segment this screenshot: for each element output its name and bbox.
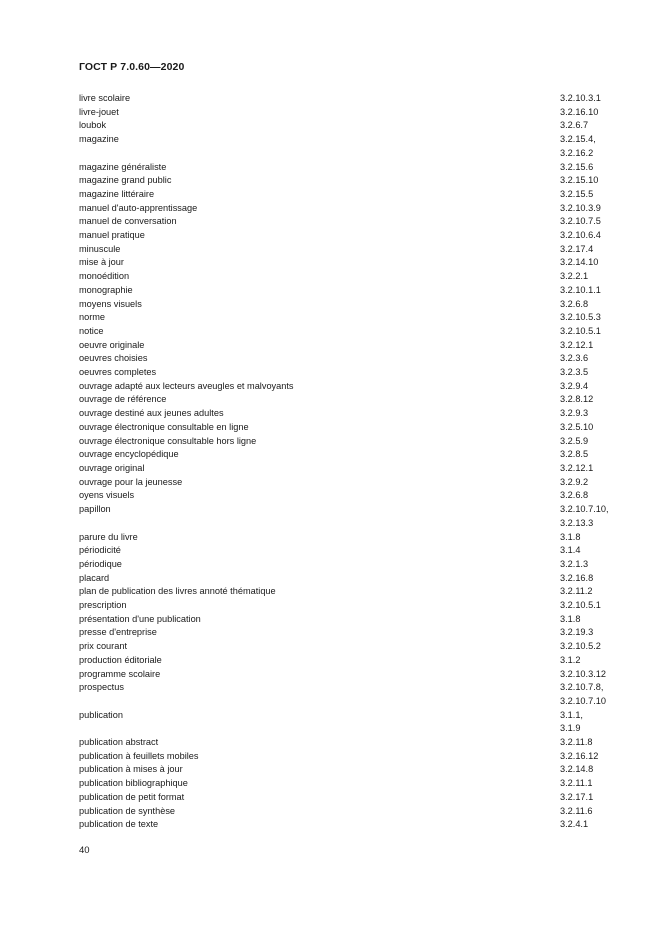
index-entry bbox=[79, 489, 619, 503]
index-refs bbox=[560, 777, 619, 791]
index-term: ouvrage électronique consultable en ligne bbox=[79, 421, 249, 432]
index-term: monographie bbox=[79, 284, 133, 295]
index-ref-number: 3.2.3.5 bbox=[560, 367, 589, 378]
index-term: publication à mises à jour bbox=[79, 764, 183, 775]
index-ref-number: 3.2.14.10 bbox=[560, 257, 599, 268]
index-ref-number: 3.2.10.3.1 bbox=[560, 93, 601, 103]
index-entry bbox=[79, 818, 619, 832]
index-term: magazine bbox=[79, 134, 119, 145]
index-ref-number: 3.2.10.6.4 bbox=[560, 230, 601, 241]
index-refs bbox=[560, 544, 619, 558]
index-ref-number: 3.2.12.1 bbox=[560, 339, 594, 350]
index-ref-number: 3.2.10.5.1 bbox=[560, 325, 601, 336]
index-refs bbox=[560, 161, 619, 175]
index-ref-number: 3.2.17.1 bbox=[560, 791, 594, 802]
index-ref-number: 3.2.6.7 bbox=[560, 120, 589, 131]
index-ref-number: 3.2.8.5 bbox=[560, 449, 589, 460]
index-refs bbox=[560, 352, 619, 366]
index-refs bbox=[560, 818, 619, 832]
index-ref-number: 3.2.11.6 bbox=[560, 805, 593, 816]
index-ref-number: 3.2.16.8 bbox=[560, 572, 594, 583]
index-entry bbox=[79, 393, 619, 407]
index-entry bbox=[79, 572, 619, 586]
index-ref-number: 3.2.16.2 bbox=[560, 147, 594, 158]
index-ref-number: 3.2.4.1 bbox=[560, 819, 589, 830]
index-term: publication de texte bbox=[79, 819, 159, 830]
index-entry bbox=[79, 174, 619, 188]
index-term: périodique bbox=[79, 558, 122, 569]
index-entry bbox=[79, 407, 619, 421]
index-term: ouvrage électronique consultable hors ligne bbox=[79, 435, 257, 446]
index-ref-number: 3.2.11.8 bbox=[560, 737, 593, 748]
index-ref-number: 3.2.12.1 bbox=[560, 462, 594, 473]
index-entry bbox=[79, 599, 619, 613]
index-refs bbox=[560, 339, 619, 353]
index-ref-number: 3.2.10.7.10, bbox=[560, 504, 609, 515]
index-term: oeuvres choisies bbox=[79, 353, 148, 364]
index-term: publication abstract bbox=[79, 737, 159, 748]
index-term: programme scolaire bbox=[79, 668, 161, 679]
index-entry bbox=[79, 709, 619, 736]
index-entry bbox=[79, 311, 619, 325]
index-term: minuscule bbox=[79, 243, 121, 254]
index-ref-number: 3.1.1, bbox=[560, 709, 583, 720]
index-entry bbox=[79, 613, 619, 627]
index-refs bbox=[560, 256, 619, 270]
index-ref-number: 3.2.8.12 bbox=[560, 394, 594, 405]
index-ref-number: 3.2.14.8 bbox=[560, 764, 594, 775]
index-refs bbox=[560, 421, 619, 435]
index-ref-number: 3.2.11.2 bbox=[560, 586, 593, 597]
index-entry bbox=[79, 243, 619, 257]
index-refs bbox=[560, 407, 619, 421]
index-entry bbox=[79, 640, 619, 654]
index-term: monoédition bbox=[79, 271, 130, 282]
index-ref-number: 3.2.10.5.2 bbox=[560, 641, 601, 652]
index-refs bbox=[560, 393, 619, 407]
index-ref-number: 3.2.5.10 bbox=[560, 421, 594, 432]
index-term: magazine grand public bbox=[79, 175, 172, 186]
index-entry bbox=[79, 462, 619, 476]
index-refs bbox=[560, 626, 619, 640]
index-ref-number: 3.1.9 bbox=[560, 723, 581, 734]
index-term: publication à feuillets mobiles bbox=[79, 750, 199, 761]
index-entry bbox=[79, 325, 619, 339]
index-refs bbox=[560, 613, 619, 627]
index-refs bbox=[560, 448, 619, 462]
index-entry bbox=[79, 654, 619, 668]
index-ref-number: 3.2.17.4 bbox=[560, 243, 594, 254]
index-term: mise à jour bbox=[79, 257, 124, 268]
index-term: livre-jouet bbox=[79, 106, 119, 117]
index-ref-number: 3.2.19.3 bbox=[560, 627, 594, 638]
index-term: parure du livre bbox=[79, 531, 138, 542]
index-term: manuel pratique bbox=[79, 230, 145, 241]
index-term: presse d'entreprise bbox=[79, 627, 157, 638]
index-ref-number: 3.2.6.8 bbox=[560, 490, 589, 501]
index-term: ouvrage original bbox=[79, 462, 145, 473]
index-entry bbox=[79, 681, 619, 708]
index-term: ouvrage destiné aux jeunes adultes bbox=[79, 408, 224, 419]
index-term: ouvrage encyclopédique bbox=[79, 449, 179, 460]
index-term: magazine généraliste bbox=[79, 161, 167, 172]
index-ref-number: 3.2.10.7.10 bbox=[560, 695, 606, 706]
index-ref-number: 3.1.8 bbox=[560, 531, 581, 542]
index-ref-number: 3.2.10.7.8, bbox=[560, 682, 604, 693]
index-refs bbox=[560, 736, 619, 750]
index-term: loubok bbox=[79, 120, 107, 131]
index-ref-number: 3.2.10.7.5 bbox=[560, 216, 601, 227]
document-header: ГОСТ Р 7.0.60—2020 bbox=[79, 61, 185, 73]
index-entry bbox=[79, 256, 619, 270]
index-entry bbox=[79, 736, 619, 750]
index-term: notice bbox=[79, 325, 104, 336]
index-term: prescription bbox=[79, 600, 127, 611]
index-refs bbox=[560, 558, 619, 572]
index-entry bbox=[79, 270, 619, 284]
index-entry bbox=[79, 380, 619, 394]
index-term: présentation d'une publication bbox=[79, 613, 201, 624]
index-refs bbox=[560, 202, 619, 216]
index-ref-number: 3.2.11.1 bbox=[560, 778, 593, 789]
index-entry bbox=[79, 750, 619, 764]
index-entry bbox=[79, 544, 619, 558]
index-entry bbox=[79, 352, 619, 366]
index-term: prix courant bbox=[79, 641, 128, 652]
index-entry bbox=[79, 298, 619, 312]
index-entry bbox=[79, 777, 619, 791]
index-refs bbox=[560, 270, 619, 284]
index-refs bbox=[560, 763, 619, 777]
index-refs bbox=[560, 215, 619, 229]
index-entry bbox=[79, 448, 619, 462]
index-refs bbox=[560, 572, 619, 586]
index-ref-number: 3.1.8 bbox=[560, 613, 581, 624]
index-entry bbox=[79, 558, 619, 572]
index-ref-number: 3.2.15.5 bbox=[560, 188, 594, 199]
index-refs bbox=[560, 119, 619, 133]
index-entry bbox=[79, 339, 619, 353]
index-entry bbox=[79, 161, 619, 175]
index-ref-number: 3.2.13.3 bbox=[560, 517, 594, 528]
index-term: ouvrage de référence bbox=[79, 394, 167, 405]
index-entry bbox=[79, 805, 619, 819]
index-ref-number: 3.2.5.9 bbox=[560, 435, 589, 446]
index-term: livre scolaire bbox=[79, 93, 131, 103]
index-refs bbox=[560, 106, 619, 120]
index-refs bbox=[560, 133, 619, 160]
index-entries-list bbox=[79, 92, 619, 832]
index-entry bbox=[79, 503, 619, 530]
index-refs bbox=[560, 380, 619, 394]
index-term: manuel d'auto-apprentissage bbox=[79, 202, 198, 213]
index-entry bbox=[79, 531, 619, 545]
index-term: publication de synthèse bbox=[79, 805, 176, 816]
index-entry bbox=[79, 106, 619, 120]
index-entry bbox=[79, 92, 619, 106]
index-ref-number: 3.2.9.3 bbox=[560, 408, 589, 419]
index-entry bbox=[79, 421, 619, 435]
index-term: magazine littéraire bbox=[79, 188, 155, 199]
index-ref-number: 3.2.10.5.3 bbox=[560, 312, 601, 323]
index-term: norme bbox=[79, 312, 106, 323]
index-term: plan de publication des livres annoté thématique bbox=[79, 586, 276, 597]
index-refs bbox=[560, 640, 619, 654]
index-refs bbox=[560, 325, 619, 339]
index-refs bbox=[560, 174, 619, 188]
index-entry bbox=[79, 435, 619, 449]
index-refs bbox=[560, 681, 619, 708]
index-entry bbox=[79, 215, 619, 229]
index-refs bbox=[560, 531, 619, 545]
index-term: ouvrage adapté aux lecteurs aveugles et malvoyants bbox=[79, 380, 294, 391]
index-term: placard bbox=[79, 572, 110, 583]
index-term: manuel de conversation bbox=[79, 216, 177, 227]
index-term: moyens visuels bbox=[79, 298, 142, 309]
index-term: papillon bbox=[79, 504, 111, 515]
index-entry bbox=[79, 119, 619, 133]
index-ref-number: 3.2.3.6 bbox=[560, 353, 589, 364]
index-refs bbox=[560, 668, 619, 682]
index-term: ouvrage pour la jeunesse bbox=[79, 476, 183, 487]
index-refs bbox=[560, 92, 619, 106]
index-refs bbox=[560, 750, 619, 764]
index-refs bbox=[560, 366, 619, 380]
index-entry bbox=[79, 585, 619, 599]
index-term: publication de petit format bbox=[79, 791, 185, 802]
index-refs bbox=[560, 243, 619, 257]
index-ref-number: 3.2.15.6 bbox=[560, 161, 594, 172]
index-ref-number: 3.2.9.4 bbox=[560, 380, 589, 391]
index-refs bbox=[560, 585, 619, 599]
index-ref-number: 3.2.6.8 bbox=[560, 298, 589, 309]
index-entry bbox=[79, 202, 619, 216]
index-refs bbox=[560, 489, 619, 503]
index-refs bbox=[560, 476, 619, 490]
index-refs bbox=[560, 599, 619, 613]
index-ref-number: 3.2.15.4, bbox=[560, 134, 596, 145]
index-term: périodicité bbox=[79, 545, 121, 556]
index-ref-number: 3.2.10.3.9 bbox=[560, 202, 601, 213]
index-ref-number: 3.1.2 bbox=[560, 654, 581, 665]
index-entry bbox=[79, 626, 619, 640]
index-entry bbox=[79, 476, 619, 490]
index-ref-number: 3.2.16.12 bbox=[560, 750, 599, 761]
index-ref-number: 3.2.1.3 bbox=[560, 558, 589, 569]
index-entry bbox=[79, 668, 619, 682]
index-ref-number: 3.2.2.1 bbox=[560, 271, 589, 282]
index-refs bbox=[560, 462, 619, 476]
index-refs bbox=[560, 791, 619, 805]
index-ref-number: 3.1.4 bbox=[560, 545, 581, 556]
index-entry bbox=[79, 284, 619, 298]
index-refs bbox=[560, 284, 619, 298]
index-ref-number: 3.2.16.10 bbox=[560, 106, 599, 117]
index-ref-number: 3.2.10.5.1 bbox=[560, 600, 601, 611]
index-term: oyens visuels bbox=[79, 490, 135, 501]
index-refs bbox=[560, 654, 619, 668]
index-ref-number: 3.2.10.1.1 bbox=[560, 284, 601, 295]
index-entry bbox=[79, 791, 619, 805]
index-entry bbox=[79, 763, 619, 777]
index-term: oeuvres completes bbox=[79, 367, 157, 378]
index-term: oeuvre originale bbox=[79, 339, 145, 350]
index-term: publication bbox=[79, 709, 123, 720]
index-term: production éditoriale bbox=[79, 654, 162, 665]
index-entry bbox=[79, 133, 619, 160]
index-refs bbox=[560, 503, 619, 530]
index-refs bbox=[560, 805, 619, 819]
index-refs bbox=[560, 709, 619, 736]
index-ref-number: 3.2.9.2 bbox=[560, 476, 589, 487]
index-entry bbox=[79, 366, 619, 380]
index-refs bbox=[560, 229, 619, 243]
index-term: publication bibliographique bbox=[79, 778, 188, 789]
index-refs bbox=[560, 435, 619, 449]
index-entry bbox=[79, 229, 619, 243]
index-refs bbox=[560, 298, 619, 312]
page-number: 40 bbox=[79, 845, 90, 856]
index-entry bbox=[79, 188, 619, 202]
index-term: prospectus bbox=[79, 682, 124, 693]
index-refs bbox=[560, 311, 619, 325]
index-ref-number: 3.2.15.10 bbox=[560, 175, 599, 186]
index-ref-number: 3.2.10.3.12 bbox=[560, 668, 606, 679]
index-refs bbox=[560, 188, 619, 202]
